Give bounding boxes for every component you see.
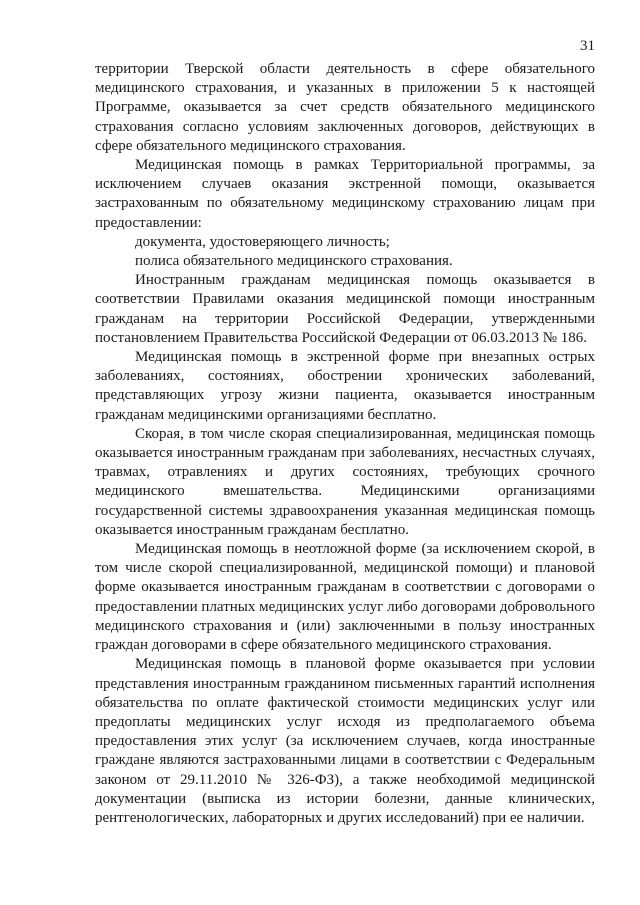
paragraph: Медицинская помощь в плановой форме оказывается при условии представления иностранным гражданином письменных гарантий исполнения обязательства по оплате фактической стоимости медицинских услуг или предоплаты медицинских услуг исходя из предполагаемого объема предоставления этих услуг (за исключением случаев, когда иностранные граждане являются застрахованными лицами в соответствии с Федеральным законом от 29.11.2010 № 326-ФЗ), а также необходимой медицинской документации (выписка из истории болезни, данные клинических, рентгенологических, лабораторных и других исследований) при ее наличии. [95, 656, 595, 826]
paragraph: Скорая, в том числе скорая специализированная, медицинская помощь оказывается иностранным гражданам при заболеваниях, несчастных случаях, травмах, отравлениях и других состояниях, требующих срочного медицинского вмешательства. Медицинскими организациями государственной системы здравоохранения указанная медицинская помощь оказывается иностранным гражданам бесплатно. [95, 425, 595, 538]
paragraph: Медицинская помощь в рамках Территориальной программы, за исключением случаев оказания экстренной помощи, оказывается застрахованным по обязательному медицинскому страхованию лицам при предоставлении: [95, 157, 595, 231]
paragraph: Иностранным гражданам медицинская помощь оказывается в соответствии Правилами оказания медицинской помощи иностранным гражданам на территории Российской Федерации, утвержденными постановлением Правительства Российской Федерации от 06.03.2013 № 186. [95, 272, 595, 346]
paragraph: Медицинская помощь в неотложной форме (за исключением скорой, в том числе скорой специализированной, медицинской помощи) и плановой форме оказывается иностранным гражданам в соответствии с договорами о предоставлении платных медицинских услуг либо договорами добровольного медицинского страхования и (или) заключенными в пользу иностранных граждан договорами в сфере обязательного медицинского страхования. [95, 541, 595, 654]
paragraph: Медицинская помощь в экстренной форме при внезапных острых заболеваниях, состояниях, обострении хронических заболеваний, представляющих угрозу жизни пациента, оказывается иностранным гражданам медицинскими организациями бесплатно. [95, 349, 595, 423]
paragraph-continuation: территории Тверской области деятельность в сфере обязательного медицинского страхования, и указанных в приложении 5 к настоящей Программе, оказывается за счет средств обязательного медицинского страхования согласно условиям заключенных договоров, действующих в сфере обязательного медицинского страхования. [95, 61, 595, 154]
list-item: документа, удостоверяющего личность; [135, 233, 390, 250]
document-body [95, 60, 595, 828]
list-item: полиса обязательного медицинского страхования. [135, 253, 453, 270]
page-number: 31 [580, 38, 595, 54]
